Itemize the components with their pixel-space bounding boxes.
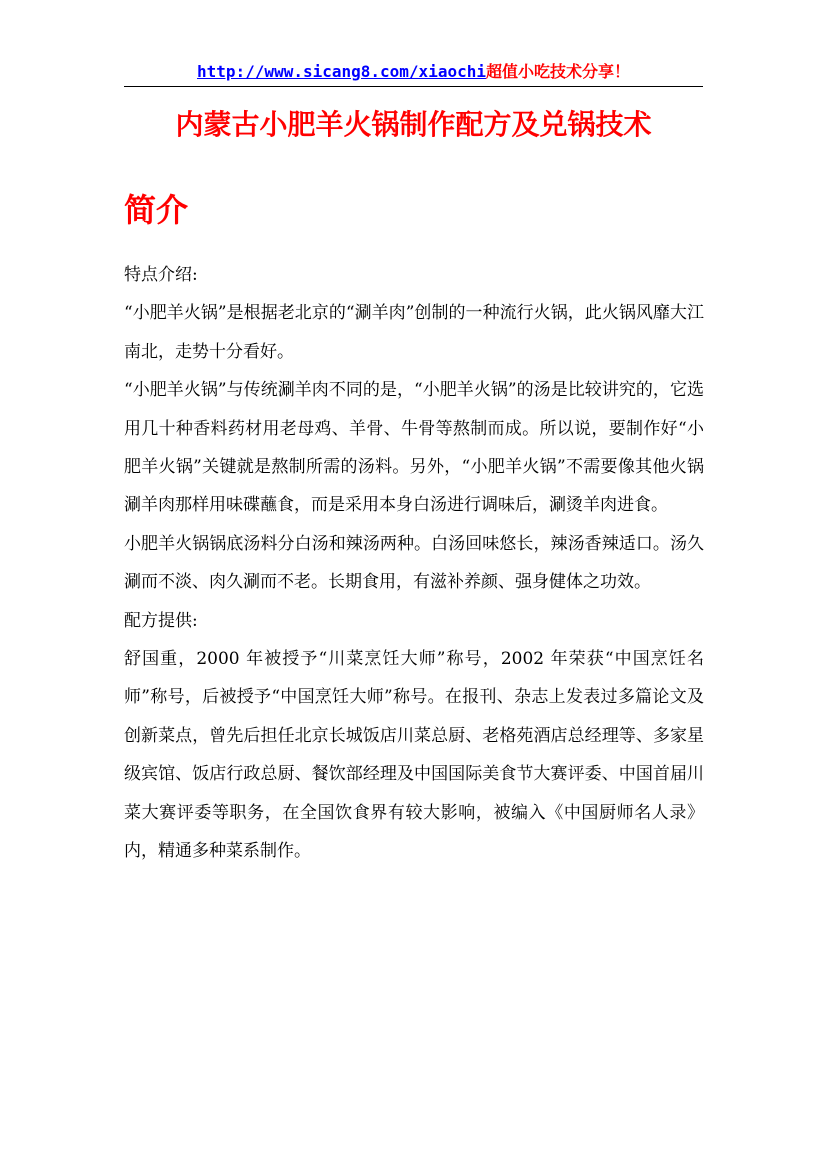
site-link[interactable]: http://www.sicang8.com/xiaochi <box>197 62 486 81</box>
recipe-paragraph: 舒国重，2000 年被授予“川菜烹饪大师”称号，2002 年荣获“中国烹饪名师”称号，后被授予“中国烹饪大师”称号。在报刊、杂志上发表过多篇论文及创新菜点，曾先后担任北京长城饭店川菜总厨、老格苑酒店总经理等、多家星级宾馆、饭店行政总厨、餐饮部经理及中国国际美食节大赛评委、中国首届川菜大赛评委等职务，在全国饮食界有较大影响，被编入《中国厨师名人录》内，精通多种菜系制作。 <box>124 649 704 862</box>
section-heading: 简介 <box>124 191 189 229</box>
header-divider <box>124 86 703 87</box>
paragraph: “小肥羊火锅”与传统涮羊肉不同的是，“小肥羊火锅”的汤是比较讲究的，它选用几十种香料药材用老母鸡、羊骨、牛骨等熬制而成。所以说，要制作好“小肥羊火锅”关键就是熬制所需的汤料。另外，“小肥羊火锅”不需要像其他火锅涮羊肉那样用味碟蘸食，而是采用本身白汤进行调味后，涮烫羊肉进食。 <box>124 380 704 516</box>
header-slogan: 超值小吃技术分享！ <box>485 62 630 81</box>
paragraph: 小肥羊火锅锅底汤料分白汤和辣汤两种。白汤回味悠长，辣汤香辣适口。汤久涮而不淡、肉久涮而不老。长期食用，有滋补养颜、强身健体之功效。 <box>124 533 704 593</box>
paragraph: “小肥羊火锅”是根据老北京的“涮羊肉”创制的一种流行火锅，此火锅风靡大江南北，走势十分看好。 <box>124 303 704 362</box>
features-label: 特点介绍: <box>124 265 198 285</box>
document-body <box>124 256 704 871</box>
document-title: 内蒙古小肥羊火锅制作配方及兑锅技术 <box>175 108 652 141</box>
page-header <box>124 58 703 86</box>
recipe-label: 配方提供: <box>124 610 198 631</box>
